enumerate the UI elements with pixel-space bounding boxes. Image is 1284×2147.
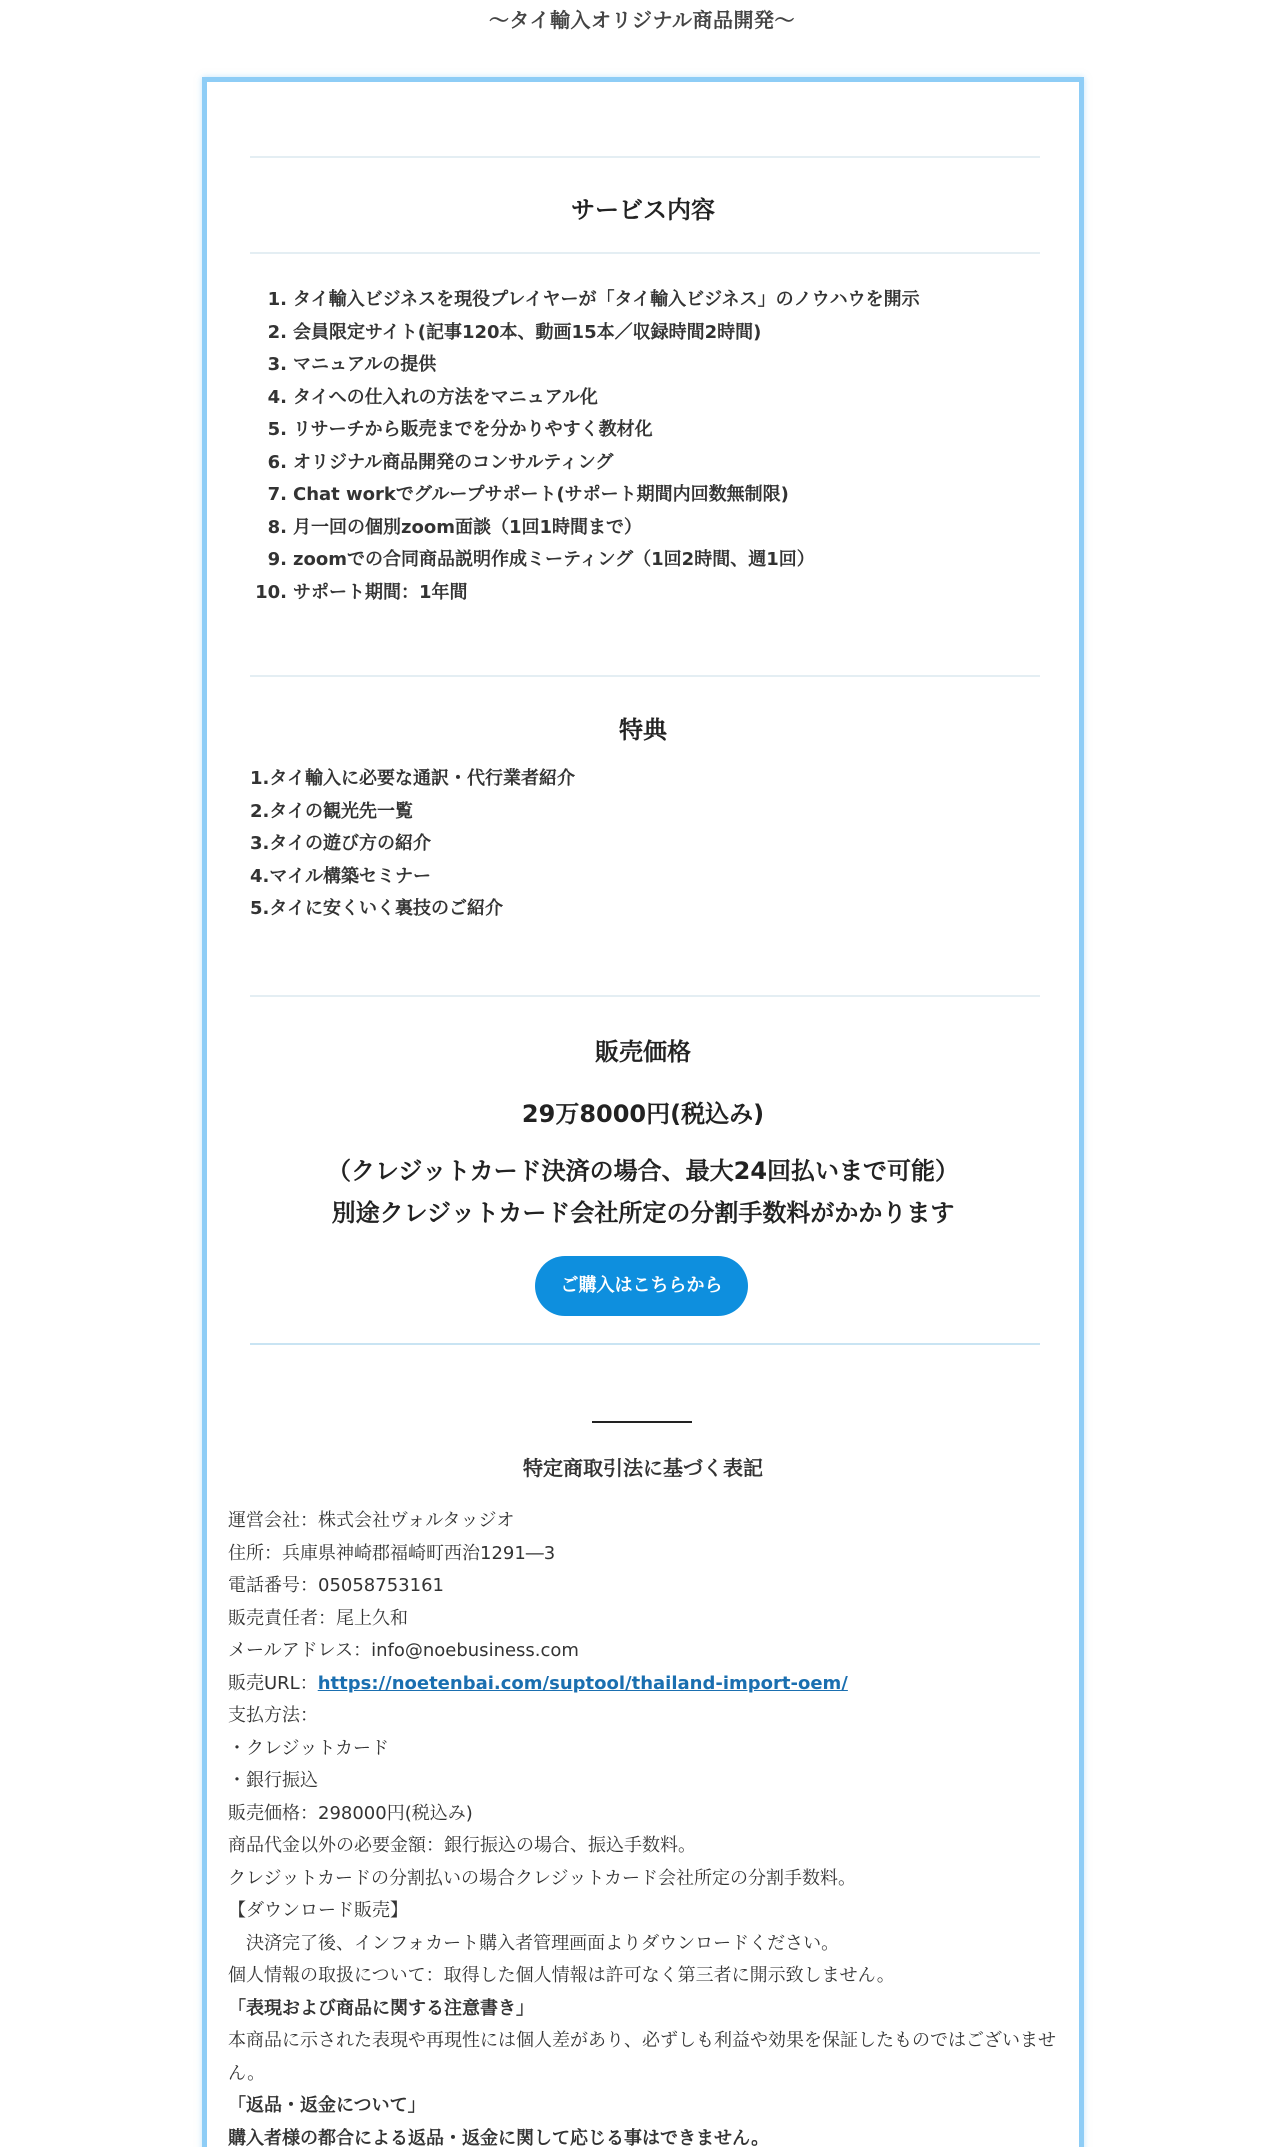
price-amount: 29万8000円(税込み) [521,1100,765,1128]
service-item: 1. タイ輸入ビジネスを現役プレイヤーが「タイ輸入ビジネス」のノウハウを開示 [267,289,920,310]
phone-line: 電話番号：05058753161 [228,1575,444,1596]
buy-button[interactable]: ご購入はこちらから [535,1256,748,1316]
bonus-list [250,763,575,926]
bonus-item: 5.タイに安くいく裏技のご紹介 [250,898,504,919]
download-text: 決済完了後、インフォカート購入者管理画面よりダウンロードください。 [246,1932,840,1954]
legal-title: 特定商取引法に基づく表記 [523,1456,763,1480]
bonus-item: 1.タイ輸入に必要な通訳・代行業者紹介 [250,768,576,789]
refund-title: 「返品・返金について」 [228,2095,426,2116]
service-item: 9. zoomでの合同商品説明作成ミーティング（1回2時間、週1回） [267,549,815,570]
service-item: 2. 会員限定サイト(記事120本、動画15本／収録時間2時間) [267,321,762,343]
refund-text: 購入者様の都合による返品・返金に関して応じる事はできません。 [228,2127,770,2147]
payment-card: ・クレジットカード [228,1737,390,1759]
content-card [202,77,1084,2147]
payment-title: 支払方法： [228,1705,318,1726]
service-item: 10. サポート期間：1年間 [255,581,468,603]
bonus-title: 特典 [619,716,667,744]
card-fee-line: クレジットカードの分割払いの場合クレジットカード会社所定の分割手数料。 [228,1867,857,1889]
service-item: 6. オリジナル商品開発のコンサルティング [267,451,614,473]
divider [250,1343,1040,1345]
service-item: 7. Chat workでグループサポート(サポート期間内回数無制限) [267,484,789,505]
service-item: 4. タイへの仕入れの方法をマニュアル化 [267,386,598,408]
legal-notice [228,1505,1064,2147]
expression-text: 本商品に示された表現や再現性には個人差があり、必ずしも利益や効果を保証したものではございません。 [228,2030,1056,2084]
service-item: 8. 月一回の個別zoom面談（1回1時間まで） [267,516,643,538]
bonus-item: 4.マイル構築セミナー [250,865,432,887]
sales-url-link[interactable]: https://noetenbai.com/suptool/thailand-import-oem/ [317,1672,848,1694]
bonus-item: 2.タイの観光先一覧 [250,800,414,822]
email-line: メールアドレス：info@noebusiness.com [228,1640,579,1661]
service-item: 3. マニュアルの提供 [267,354,437,375]
bonus-item: 3.タイの遊び方の紹介 [250,833,432,854]
url-label: 販売URL： [228,1672,318,1694]
short-rule [592,1421,692,1423]
download-title: 【ダウンロード販売】 [228,1900,408,1921]
extra-fee-line: 商品代金以外の必要金額：銀行振込の場合、振込手数料。 [228,1835,696,1856]
divider [250,252,1040,254]
service-title: サービス内容 [571,196,715,224]
service-item: 5. リサーチから販売までを分かりやすく教材化 [267,419,653,440]
service-list [255,284,920,609]
installment-fee-note: 別途クレジットカード会社所定の分割手数料がかかります [331,1199,955,1227]
divider [250,675,1040,677]
manager-line: 販売責任者：尾上久和 [228,1607,408,1629]
page-subtitle: 〜タイ輸入オリジナル商品開発〜 [488,8,796,32]
price-title: 販売価格 [595,1038,691,1066]
expression-title: 「表現および商品に関する注意書き」 [228,1997,534,2019]
url-line [228,1668,1064,1701]
payment-bank: ・銀行振込 [228,1770,318,1791]
divider [250,156,1040,158]
privacy-line: 個人情報の取扱について：取得した個人情報は許可なく第三者に開示致しません。 [228,1965,895,1986]
sale-price-line: 販売価格：298000円(税込み) [228,1802,473,1824]
installment-note: （クレジットカード決済の場合、最大24回払いまで可能） [326,1157,960,1185]
divider [250,995,1040,997]
company-line: 運営会社：株式会社ヴォルタッジオ [228,1510,515,1531]
address-line: 住所：兵庫県神崎郡福崎町西治1291―3 [228,1542,556,1564]
